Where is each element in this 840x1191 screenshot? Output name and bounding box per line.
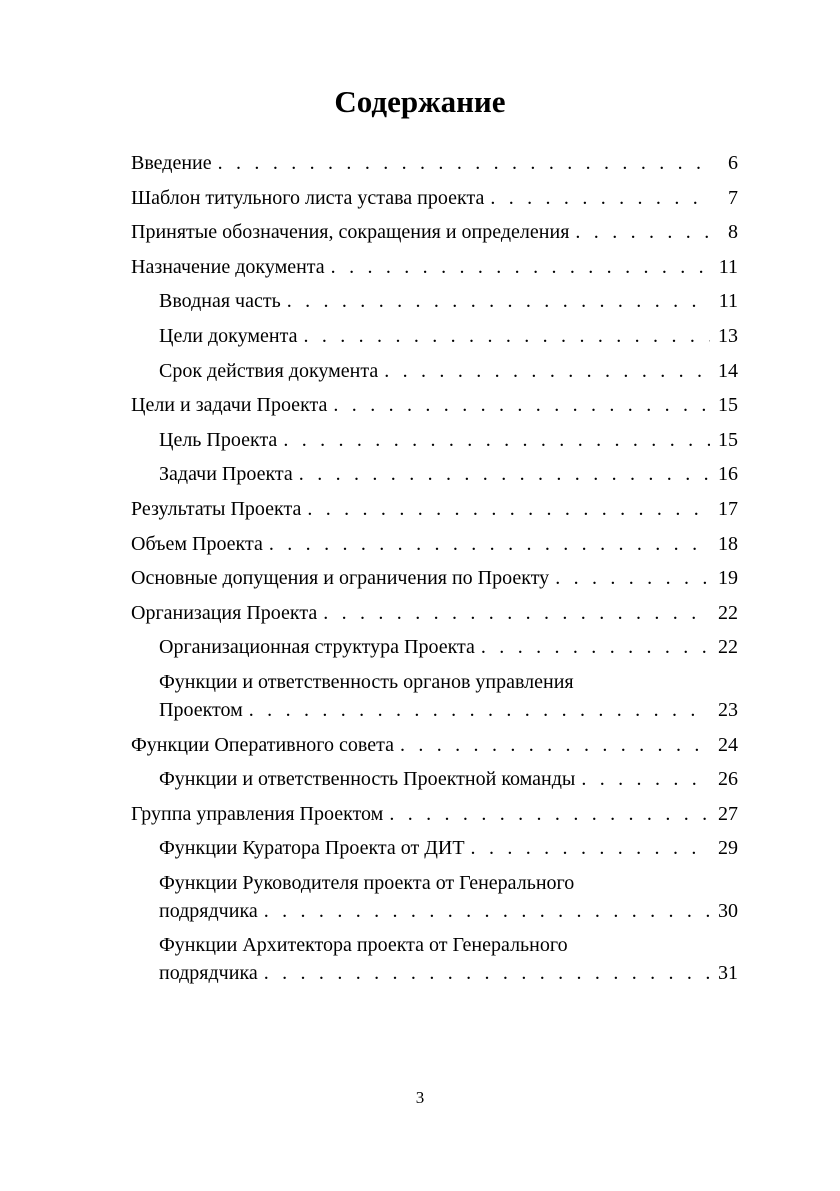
toc-page-number: 23 — [718, 698, 738, 721]
toc-page-number: 24 — [718, 733, 738, 756]
toc-entry[interactable] — [131, 731, 738, 759]
toc-entry-label: Назначение документа — [131, 255, 325, 278]
toc-entry-label: Результаты Проекта — [131, 497, 302, 520]
toc-entry-label: Группа управления Проектом — [131, 802, 384, 825]
toc-entry-label: Функции Оперативного совета — [131, 733, 394, 756]
dot-leader — [555, 564, 710, 592]
toc-page-number: 8 — [728, 221, 738, 244]
toc-entry-label-line1: Функции и ответственность органов управления — [159, 670, 574, 693]
toc-entry-label: подрядчика — [159, 962, 258, 985]
dot-leader — [331, 253, 710, 281]
toc-entry-label: Функции и ответственность Проектной команды — [159, 768, 576, 791]
toc-page-number: 11 — [718, 290, 738, 313]
dot-leader — [471, 834, 710, 862]
toc-page-number: 22 — [718, 636, 738, 659]
dot-leader — [575, 218, 710, 246]
dot-leader — [323, 599, 710, 627]
toc-entry-label: Цель Проекта — [159, 428, 278, 451]
toc-page-number: 6 — [728, 152, 738, 174]
toc-entry-label-line1: Функции Руководителя проекта от Генерального — [159, 871, 575, 894]
toc-subentry[interactable] — [131, 834, 738, 862]
toc-entry-label: Организация Проекта — [131, 601, 318, 624]
dot-leader — [303, 322, 710, 350]
toc-entry-label: Шаблон титульного листа устава проекта — [131, 186, 485, 209]
toc-page-number: 7 — [728, 186, 738, 209]
toc-entry[interactable] — [131, 149, 738, 177]
toc-entry[interactable] — [131, 495, 738, 523]
toc-entry-label: Задачи Проекта — [159, 463, 293, 486]
dot-leader — [264, 897, 710, 925]
dot-leader — [490, 184, 710, 212]
toc-page-number: 31 — [718, 962, 738, 985]
toc-entry[interactable] — [131, 564, 738, 592]
toc-entry-label: подрядчика — [159, 899, 258, 922]
dot-leader — [269, 530, 710, 558]
toc-page-number: 22 — [718, 601, 738, 624]
toc-entry-label: Цели документа — [159, 324, 298, 347]
toc-page-number: 15 — [718, 394, 738, 417]
toc-subentry[interactable] — [131, 426, 738, 454]
page-number: 3 — [415, 1088, 425, 1107]
toc-entry-label: Функции Куратора Проекта от ДИТ — [159, 837, 465, 860]
table-of-contents — [131, 149, 738, 994]
toc-entry[interactable] — [131, 530, 738, 558]
toc-entry-label: Срок действия документа — [159, 359, 379, 382]
toc-entry[interactable] — [131, 800, 738, 828]
dot-leader — [481, 633, 710, 661]
toc-entry[interactable] — [131, 253, 738, 281]
toc-subentry[interactable] — [131, 322, 738, 350]
toc-subentry[interactable] — [131, 931, 738, 987]
toc-entry-label: Вводная часть — [159, 290, 281, 313]
dot-leader — [264, 959, 710, 987]
toc-page-number: 16 — [718, 463, 738, 486]
toc-entry[interactable] — [131, 599, 738, 627]
toc-entry-label: Цели и задачи Проекта — [131, 394, 328, 417]
dot-leader — [389, 800, 710, 828]
toc-entry[interactable] — [131, 218, 738, 246]
toc-subentry[interactable] — [131, 869, 738, 925]
toc-entry-label: Организационная структура Проекта — [159, 636, 475, 659]
dot-leader — [581, 765, 710, 793]
toc-entry-label: Объем Проекта — [131, 532, 263, 555]
toc-entry-label: Проектом — [159, 698, 243, 721]
toc-page-number: 29 — [718, 837, 738, 860]
toc-entry-label: Основные допущения и ограничения по Проекту — [131, 567, 550, 590]
toc-page-number: 26 — [718, 768, 738, 791]
toc-entry-label: Введение — [131, 152, 212, 174]
dot-leader — [283, 426, 710, 454]
dot-leader — [218, 149, 710, 177]
dot-leader — [384, 357, 710, 385]
toc-page-number: 17 — [718, 497, 738, 520]
toc-subentry[interactable] — [131, 668, 738, 724]
toc-page-number: 30 — [718, 899, 738, 922]
toc-page-number: 15 — [718, 428, 738, 451]
toc-entry-label-line1: Функции Архитектора проекта от Генерального — [159, 934, 568, 957]
toc-subentry[interactable] — [131, 287, 738, 315]
toc-page-number: 13 — [718, 324, 738, 347]
toc-page-number: 11 — [718, 255, 738, 278]
dot-leader — [400, 731, 710, 759]
dot-leader — [249, 696, 710, 724]
toc-entry[interactable] — [131, 391, 738, 419]
toc-page-number: 19 — [718, 567, 738, 590]
dot-leader — [287, 287, 710, 315]
toc-page-number: 14 — [718, 359, 738, 382]
toc-page-number: 18 — [718, 532, 738, 555]
toc-entry[interactable] — [131, 184, 738, 212]
toc-subentry[interactable] — [131, 460, 738, 488]
toc-entry-label: Принятые обозначения, сокращения и определения — [131, 221, 570, 244]
dot-leader — [333, 391, 710, 419]
page-title: Содержание — [334, 84, 506, 119]
dot-leader — [299, 460, 710, 488]
dot-leader — [307, 495, 710, 523]
toc-subentry[interactable] — [131, 765, 738, 793]
toc-subentry[interactable] — [131, 633, 738, 661]
toc-page-number: 27 — [718, 802, 738, 825]
toc-subentry[interactable] — [131, 357, 738, 385]
